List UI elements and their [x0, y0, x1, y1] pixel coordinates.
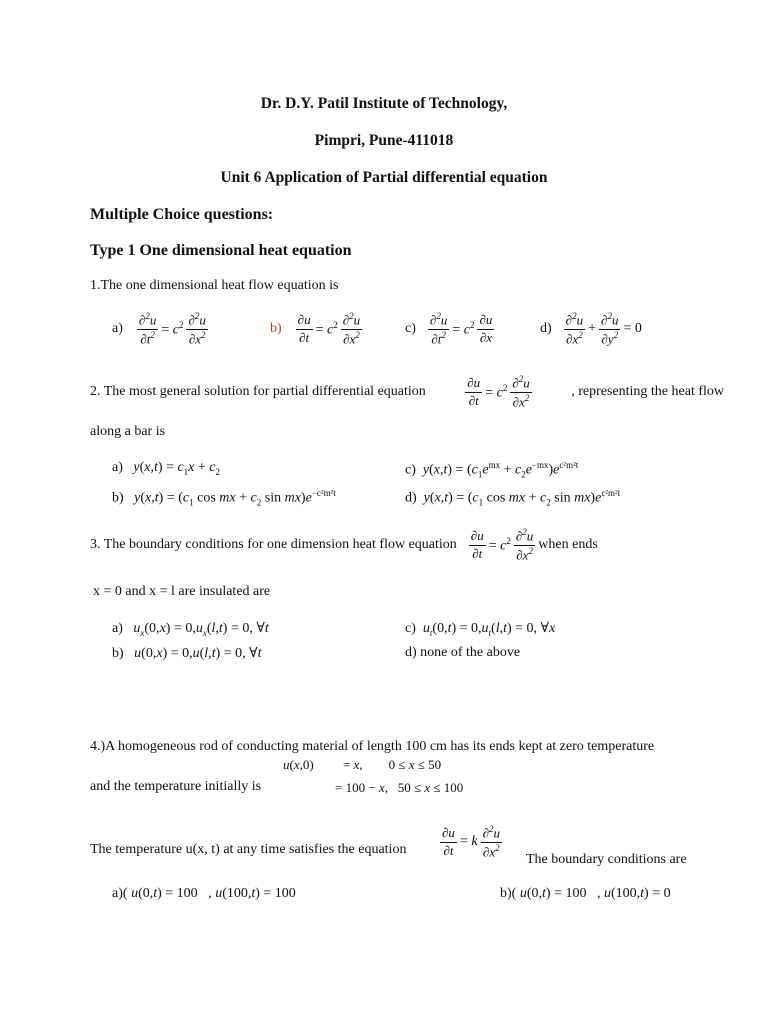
q2-option-c[interactable]: c) $y(x,t) = (c_1e^{mx} + c_2e^{-mx})e^{c^2m^2t}$	[405, 460, 579, 480]
q1-option-a[interactable]: a) $\frac{\partial^2u}{\partial t^2}$ = $c^2$ $\frac{\partial^2u}{\partial x^2}$	[112, 311, 206, 346]
q3-text: 3. The boundary conditions for one dimension heat flow equation $\frac{\partial u}{\partial t}$ = $c^2$ $\frac{\partial^2u}{\partial x^2}$ when ends	[90, 527, 598, 562]
section-mcq: Multiple Choice questions:	[90, 206, 274, 223]
q2-option-d[interactable]: d) $y(x,t) = (c_1$ cos mx + $c_2$ $\sin mx)e^{c^2m^2t}$	[405, 488, 621, 508]
option-label: b)	[270, 321, 282, 337]
section-type1: Type 1 One dimensional heat equation	[90, 242, 352, 259]
q1-text: 1.The one dimensional heat flow equation is	[90, 278, 339, 293]
q4-boundary-text: The boundary conditions are	[526, 852, 687, 867]
option-label: a)	[112, 321, 123, 337]
q4-temp-text: The temperature u(x, t) at any time satisfies the equation	[90, 842, 407, 857]
q1-option-b[interactable]: b) $\frac{\partial u}{\partial t}$ = $c^2$ $\frac{\partial^2u}{\partial x^2}$	[270, 311, 361, 346]
q4-initial-line1: u(x,0) = x, 0 ≤ x ≤ 50	[283, 757, 442, 772]
q1-option-d[interactable]: d) $\frac{\partial^2u}{\partial x^2}$ + $\frac{\partial^2u}{\partial y^2}$ = 0	[540, 311, 642, 346]
q2-option-b[interactable]: b) $y(x,t) = (c_1$ cos mx + $c_2$ $\sin mx)e^{-c^2m^2t}$	[112, 488, 336, 508]
q2-option-a[interactable]: a) $y(x,t) = c_1x + c_2$	[112, 460, 221, 477]
q4-option-a[interactable]: a)( u(0,t) = 100 , u(100,t) = 100	[112, 886, 296, 901]
q4-initial-text: and the temperature initially is	[90, 779, 262, 794]
option-label: c)	[405, 321, 416, 337]
q3-option-a[interactable]: a) $u_x(0,x) = 0,u_x(l,t) = 0$, ∀t	[112, 621, 269, 638]
q1-option-c[interactable]: c) $\frac{\partial^2u}{\partial t^2}$ = $c^2$ $\frac{\partial u}{\partial x}$	[405, 311, 493, 346]
q2-text-line2: along a bar is	[90, 424, 166, 439]
q3-option-b[interactable]: b) u(0,x) = 0,u(l,t) = 0, ∀t	[112, 646, 262, 661]
q3-option-d[interactable]: d) none of the above	[405, 645, 521, 660]
q2-text: 2. The most general solution for partial differential equation $\frac{\partial u}{\partial t}$ = $c^2$ $\frac{\partial^2u}{\partial x^2}$ , representing the heat flow	[90, 374, 724, 409]
q4-equation: $\frac{\partial u}{\partial t}$ = k $\frac{\partial^2u}{\partial x^2}$	[442, 824, 500, 859]
institute-address: Pimpri, Pune-411018	[314, 132, 454, 149]
q4-text: 4.)A homogeneous rod of conducting material of length 100 cm has its ends kept at zero temperature	[90, 739, 655, 754]
q4-option-b[interactable]: b)( u(0,t) = 100 , u(100,t) = 0	[500, 886, 671, 901]
q4-initial-line2: = 100 − x, 50 ≤ x ≤ 100	[335, 780, 464, 795]
option-label: d)	[540, 321, 552, 337]
q3-option-c[interactable]: c) $u_t(0,t) = 0,u_t(l,t) = 0$, ∀x	[405, 621, 556, 638]
institute-title: Dr. D.Y. Patil Institute of Technology,	[260, 95, 508, 112]
unit-title: Unit 6 Application of Partial differential equation	[220, 169, 548, 186]
q3-text-line2: x = 0 and x = l are insulated are	[93, 584, 271, 599]
